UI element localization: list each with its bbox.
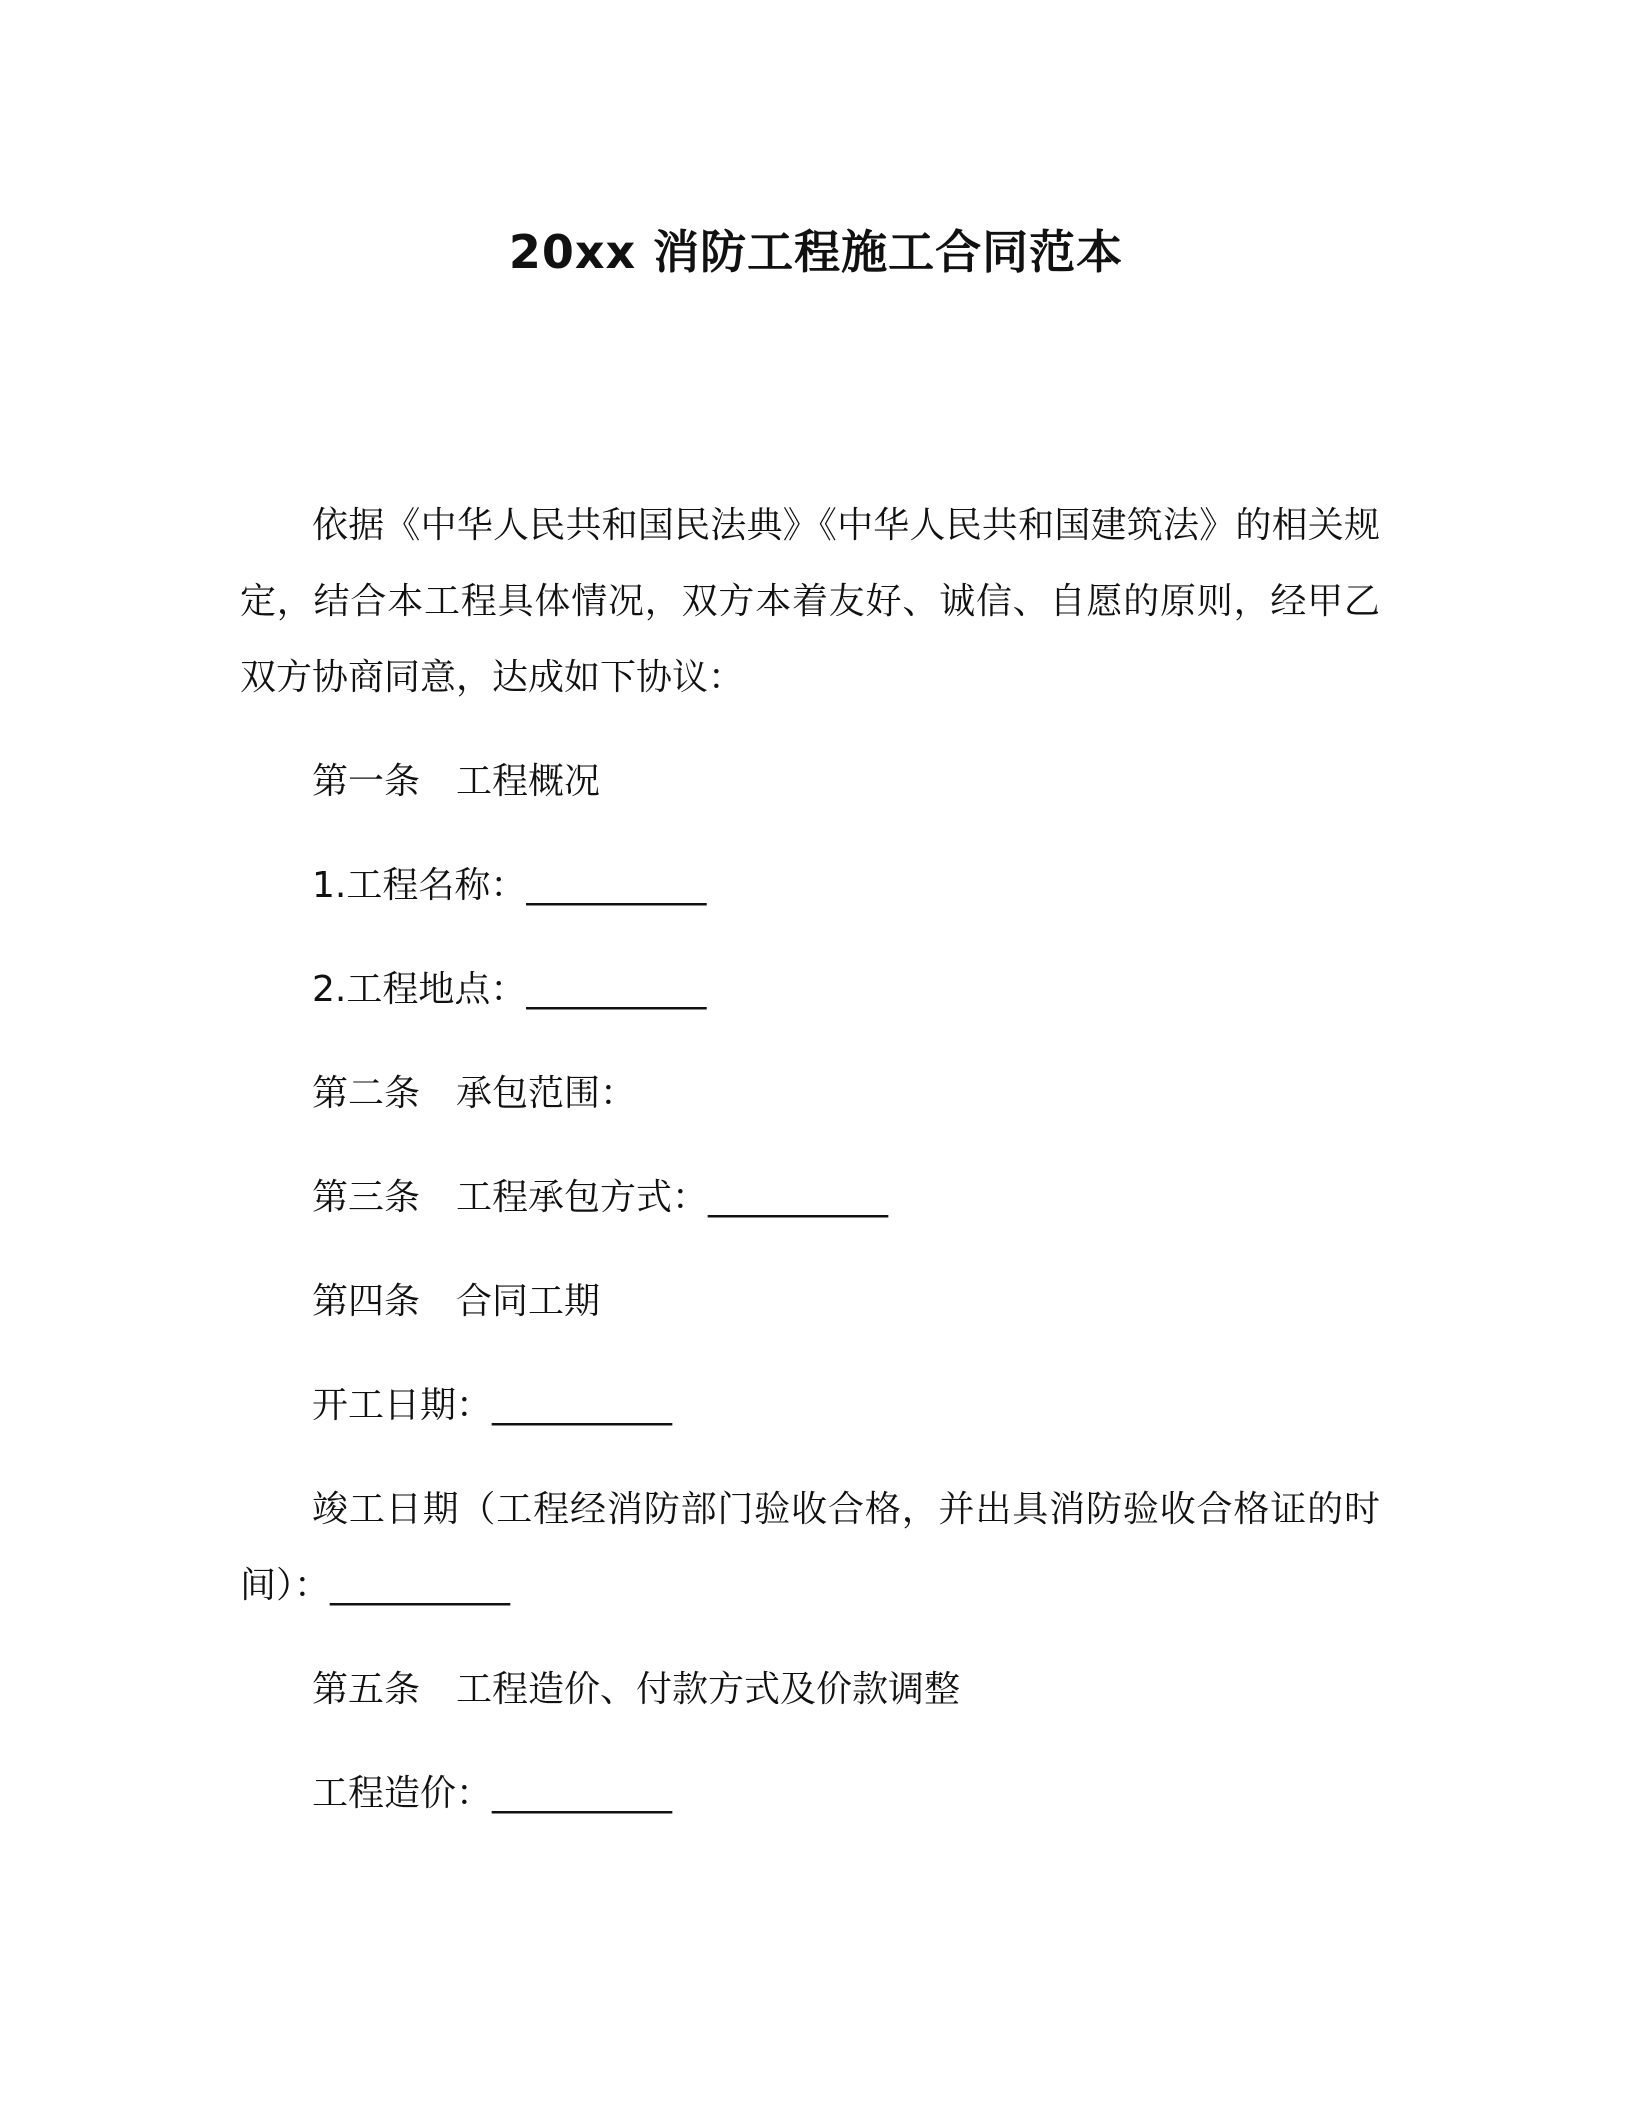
- start-date-line: 开工日期：__________: [312, 1385, 673, 1426]
- project-cost-line: 工程造价：__________: [312, 1773, 673, 1814]
- article-2-heading: 第二条 承包范围：: [312, 1073, 637, 1114]
- article-1-heading: 第一条 工程概况: [312, 761, 601, 802]
- document-body: [240, 488, 1380, 1832]
- project-location-line: 2.工程地点：__________: [312, 969, 707, 1010]
- document-title: 20xx 消防工程施工合同范本: [508, 225, 1124, 279]
- article-5-heading: 第五条 工程造价、付款方式及价款调整: [312, 1669, 961, 1710]
- completion-date-paragraph: 竣工日期（工程经消防部门验收合格，并出具消防验收合格证的时间）：__________: [240, 1489, 1380, 1606]
- project-name-line: 1.工程名称：__________: [312, 865, 707, 906]
- article-4-heading: 第四条 合同工期: [312, 1281, 601, 1322]
- intro-paragraph: 依据《中华人民共和国民法典》《中华人民共和国建筑法》的相关规定，结合本工程具体情况，双方本着友好、诚信、自愿的原则，经甲乙双方协商同意，达成如下协议：: [240, 505, 1380, 698]
- article-3-heading: 第三条 工程承包方式：__________: [312, 1177, 889, 1218]
